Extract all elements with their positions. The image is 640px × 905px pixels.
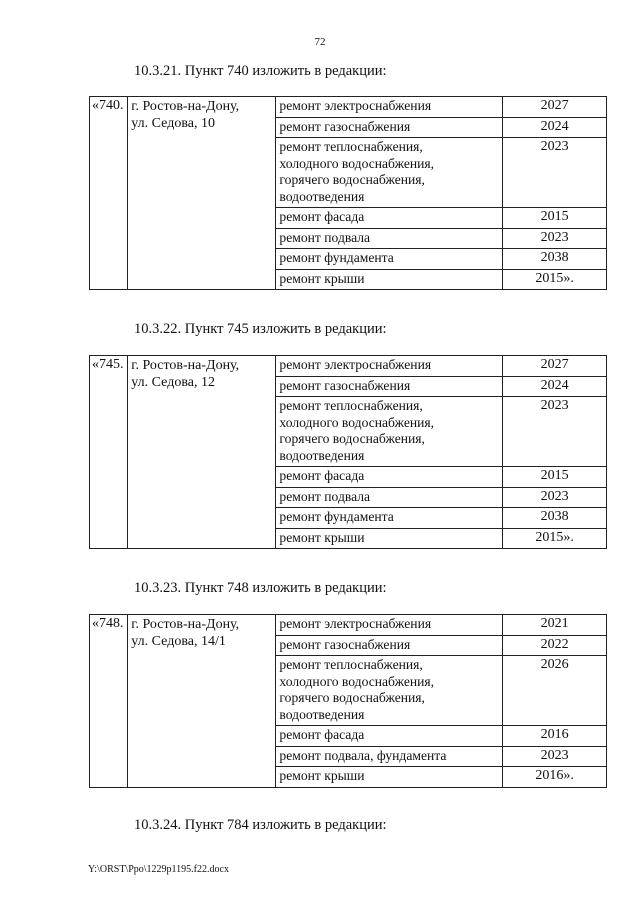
- year-cell: 2023: [503, 487, 607, 508]
- repair-type-cell: [276, 726, 503, 747]
- year-cell: 2023: [503, 228, 607, 249]
- repair-type-cell: [276, 269, 503, 290]
- address-cell: [128, 615, 276, 788]
- repair-type-line: ремонт крыши: [279, 270, 365, 286]
- table-row: [90, 356, 607, 377]
- address-line: ул. Седова, 10: [131, 116, 215, 131]
- repair-type-cell: [276, 635, 503, 656]
- address-line: ул. Седова, 14/1: [131, 634, 226, 649]
- repair-type-cell: [276, 508, 503, 529]
- repair-type-line: ремонт подвала: [279, 229, 371, 245]
- repair-type-line: ремонт электроснабжения: [279, 357, 432, 372]
- address-line: г. Ростов-на-Дону,: [131, 617, 240, 632]
- repair-type-cell: [276, 356, 503, 377]
- repair-type-line: горячего водоснабжения,: [279, 690, 425, 705]
- repair-type-cell: [276, 467, 503, 488]
- footer-file-path: Y:\ORST\Ppo\1229p1195.f22.docx: [88, 864, 229, 875]
- repair-type-line: водоотведения: [279, 188, 365, 204]
- repair-type-cell: [276, 487, 503, 508]
- repair-type-cell: [276, 208, 503, 229]
- year-cell: 2024: [503, 117, 607, 138]
- repair-type-line: ремонт теплоснабжения,: [279, 398, 423, 413]
- repair-type-line: водоотведения: [279, 706, 365, 722]
- repair-type-line: ремонт подвала, фундамента: [279, 747, 447, 763]
- year-cell: 2027: [503, 97, 607, 118]
- year-cell: 2015».: [503, 528, 607, 549]
- repair-type-line: ремонт фасада: [279, 209, 365, 224]
- item-number: «745.: [90, 356, 128, 549]
- repair-type-line: ремонт крыши: [279, 529, 365, 545]
- section-heading: 10.3.23. Пункт 748 изложить в редакции:: [134, 580, 387, 596]
- repair-type-line: ремонт фасада: [279, 468, 365, 483]
- year-cell: 2027: [503, 356, 607, 377]
- repair-type-line: горячего водоснабжения,: [279, 431, 425, 446]
- repair-type-line: ремонт теплоснабжения,: [279, 139, 423, 154]
- repair-type-line: холодного водоснабжения,: [279, 155, 435, 171]
- register-table: [89, 96, 607, 290]
- year-cell: 2016: [503, 726, 607, 747]
- address-cell: [128, 356, 276, 549]
- repair-type-line: ремонт электроснабжения: [279, 98, 432, 113]
- repair-type-cell: [276, 138, 503, 208]
- repair-type-line: ремонт фундамента: [279, 250, 394, 265]
- repair-type-line: ремонт газоснабжения: [279, 636, 411, 652]
- repair-type-line: ремонт подвала: [279, 488, 371, 504]
- year-cell: 2023: [503, 138, 607, 208]
- repair-type-line: ремонт электроснабжения: [279, 616, 432, 631]
- item-number: «740.: [90, 97, 128, 290]
- repair-type-cell: [276, 376, 503, 397]
- table-row: [90, 97, 607, 118]
- year-cell: 2038: [503, 508, 607, 529]
- year-cell: 2021: [503, 615, 607, 636]
- table-row: [90, 615, 607, 636]
- repair-type-line: холодного водоснабжения,: [279, 414, 435, 430]
- section-heading: 10.3.24. Пункт 784 изложить в редакции:: [134, 817, 387, 833]
- repair-type-line: ремонт газоснабжения: [279, 118, 411, 134]
- year-cell: 2022: [503, 635, 607, 656]
- address-line: г. Ростов-на-Дону,: [131, 99, 240, 114]
- year-cell: 2015: [503, 208, 607, 229]
- repair-type-line: горячего водоснабжения,: [279, 172, 425, 187]
- year-cell: 2024: [503, 376, 607, 397]
- repair-type-cell: [276, 117, 503, 138]
- repair-type-line: ремонт крыши: [279, 768, 365, 783]
- repair-type-line: холодного водоснабжения,: [279, 673, 435, 689]
- repair-type-cell: [276, 656, 503, 726]
- year-cell: 2023: [503, 746, 607, 767]
- year-cell: 2026: [503, 656, 607, 726]
- address-cell: [128, 97, 276, 290]
- year-cell: 2016».: [503, 767, 607, 788]
- repair-type-line: ремонт фасада: [279, 727, 365, 742]
- repair-type-cell: [276, 528, 503, 549]
- repair-type-line: ремонт фундамента: [279, 509, 394, 524]
- year-cell: 2015».: [503, 269, 607, 290]
- repair-type-cell: [276, 767, 503, 788]
- section-heading: 10.3.21. Пункт 740 изложить в редакции:: [134, 63, 387, 79]
- repair-type-line: ремонт газоснабжения: [279, 377, 411, 393]
- register-table: [89, 614, 607, 788]
- address-line: ул. Седова, 12: [131, 375, 215, 390]
- year-cell: 2023: [503, 397, 607, 467]
- repair-type-cell: [276, 228, 503, 249]
- register-table: [89, 355, 607, 549]
- repair-type-cell: [276, 615, 503, 636]
- repair-type-cell: [276, 97, 503, 118]
- section-heading: 10.3.22. Пункт 745 изложить в редакции:: [134, 321, 387, 337]
- repair-type-cell: [276, 746, 503, 767]
- repair-type-cell: [276, 397, 503, 467]
- page-number: 72: [314, 36, 326, 48]
- item-number: «748.: [90, 615, 128, 788]
- year-cell: 2038: [503, 249, 607, 270]
- year-cell: 2015: [503, 467, 607, 488]
- repair-type-line: водоотведения: [279, 447, 365, 463]
- address-line: г. Ростов-на-Дону,: [131, 358, 240, 373]
- repair-type-cell: [276, 249, 503, 270]
- repair-type-line: ремонт теплоснабжения,: [279, 657, 423, 672]
